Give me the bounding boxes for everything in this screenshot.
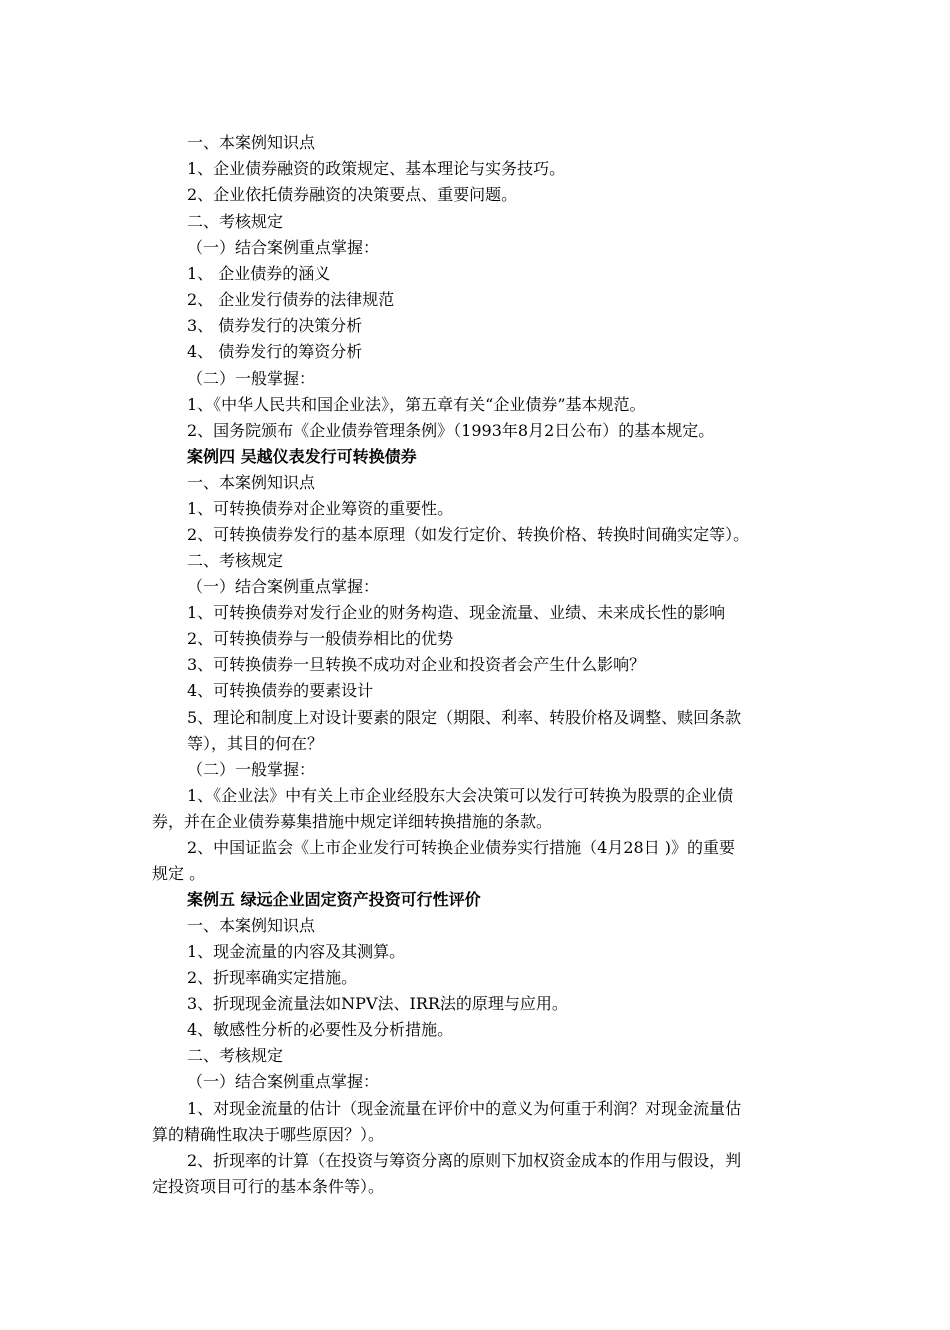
text-line: 等），其目的何在？	[187, 734, 324, 753]
subsection-heading: （一）结合案例重点掌握：	[187, 577, 380, 596]
subsection-heading: （二）一般掌握：	[187, 760, 316, 779]
text-line: 1、对现金流量的估计（现金流量在评价中的意义为何重于利润？对现金流量估	[187, 1099, 742, 1118]
text-line: 4、敏感性分析的必要性及分析措施。	[187, 1020, 454, 1039]
text-line: 算的精确性取决于哪些原因？）。	[152, 1125, 385, 1144]
subsection-heading: （一）结合案例重点掌握：	[187, 238, 380, 257]
text-line: 1、 企业债券的涵义	[187, 264, 331, 283]
text-line: 2、企业依托债券融资的决策要点、重要问题。	[187, 185, 518, 204]
text-line: 2、折现率确实定措施。	[187, 968, 358, 987]
text-line: 1、《企业法》中有关上市企业经股东大会决策可以发行可转换为股票的企业债	[187, 786, 734, 805]
case-title: 案例四 吴越仪表发行可转换债券	[187, 447, 417, 466]
text-line: 定投资项目可行的基本条件等）。	[152, 1177, 385, 1196]
text-line: 3、 债券发行的决策分析	[187, 316, 363, 335]
section-heading: 一、本案例知识点	[187, 133, 316, 152]
text-line: 3、可转换债券一旦转换不成功对企业和投资者会产生什么影响？	[187, 655, 646, 674]
text-line: 1、企业债券融资的政策规定、基本理论与实务技巧。	[187, 159, 566, 178]
text-line: 2、 企业发行债券的法律规范	[187, 290, 395, 309]
text-line: 券，并在企业债券募集措施中规定详细转换措施的条款。	[152, 812, 553, 831]
section-heading: 一、本案例知识点	[187, 916, 316, 935]
case-title: 案例五 绿远企业固定资产投资可行性评价	[187, 890, 481, 909]
section-heading: 二、考核规定	[187, 212, 284, 231]
text-line: 2、可转换债券与一般债券相比的优势	[187, 629, 454, 648]
text-line: 2、折现率的计算（在投资与筹资分离的原则下加权资金成本的作用与假设，判	[187, 1151, 742, 1170]
subsection-heading: （一）结合案例重点掌握：	[187, 1072, 380, 1091]
section-heading: 二、考核规定	[187, 1046, 284, 1065]
text-line: 3、折现现金流量法如NPV法、IRR法的原理与应用。	[187, 994, 568, 1013]
text-line: 2、中国证监会《上市企业发行可转换企业债券实行措施（4月28日 )》的重要	[187, 838, 736, 857]
section-heading: 一、本案例知识点	[187, 473, 316, 492]
text-line: 1、可转换债券对企业筹资的重要性。	[187, 499, 454, 518]
text-line: 1、《中华人民共和国企业法》，第五章有关“企业债券”基本规范。	[187, 395, 646, 414]
text-line: 1、可转换债券对发行企业的财务构造、现金流量、业绩、未来成长性的影响	[187, 603, 726, 622]
text-line: 规定 。	[152, 864, 206, 883]
text-line: 2、可转换债券发行的基本原理（如发行定价、转换价格、转换时间确实定等）。	[187, 525, 750, 544]
subsection-heading: （二）一般掌握：	[187, 369, 316, 388]
text-line: 5、理论和制度上对设计要素的限定（期限、利率、转股价格及调整、赎回条款	[187, 708, 742, 727]
text-line: 4、可转换债券的要素设计	[187, 681, 374, 700]
section-heading: 二、考核规定	[187, 551, 284, 570]
text-line: 2、国务院颁布《企业债券管理条例》（1993年8月2日公布）的基本规定。	[187, 421, 715, 440]
text-line: 1、现金流量的内容及其测算。	[187, 942, 406, 961]
text-line: 4、 债券发行的筹资分析	[187, 342, 363, 361]
